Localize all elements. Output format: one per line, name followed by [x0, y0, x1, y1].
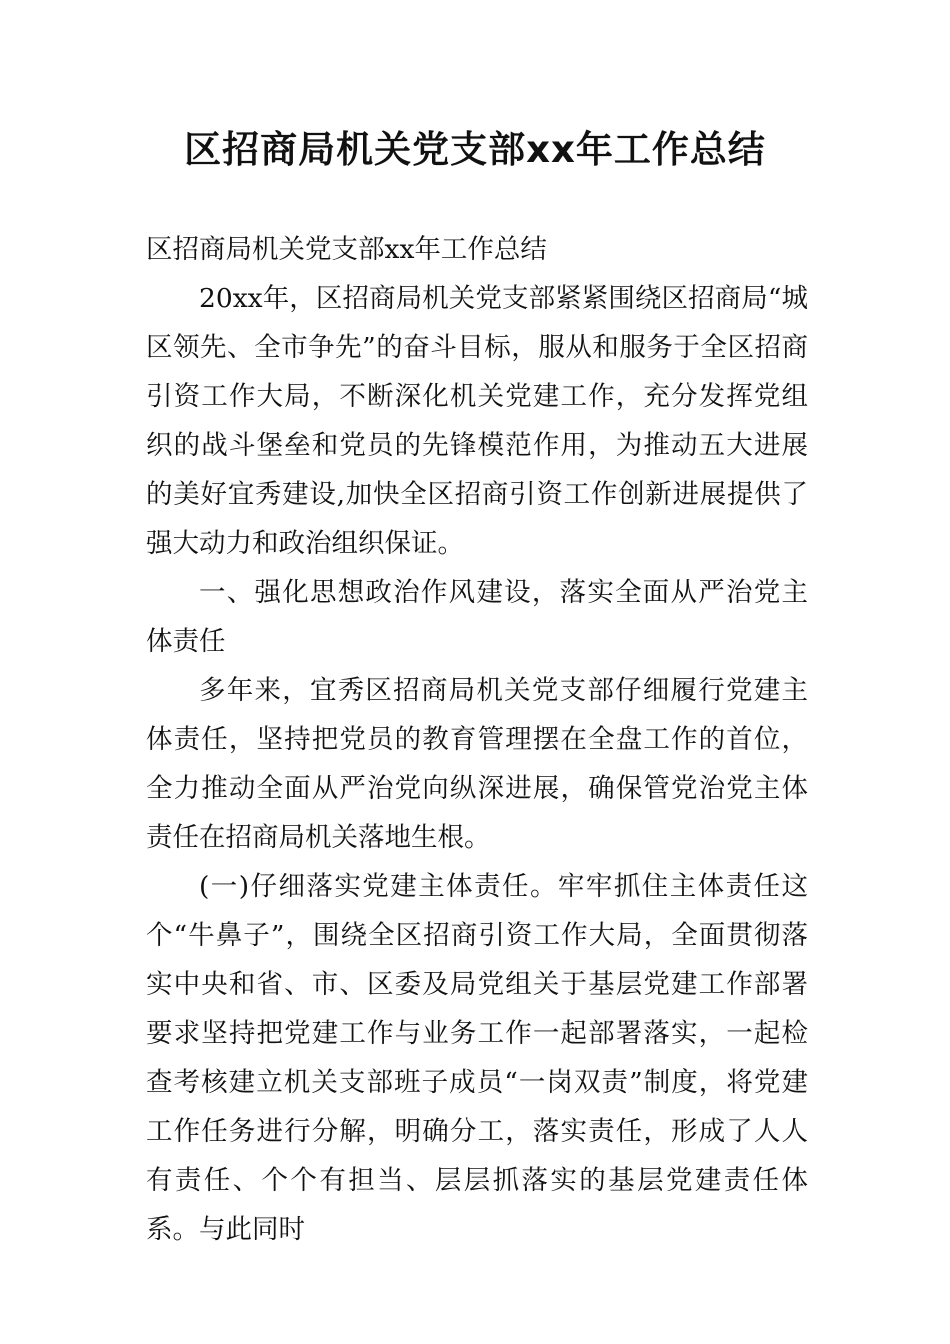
paragraph-section-1: 多年来，宜秀区招商局机关党支部仔细履行党建主体责任，坚持把党员的教育管理摆在全盘工作的首位，全力推动全面从严治党向纵深进展，确保管党治党主体责任在招商局机关落地生根。 — [146, 675, 808, 853]
document-title: 区招商局机关党支部xx年工作总结 — [184, 128, 766, 171]
paragraph-subsection-1: (一)仔细落实党建主体责任。牢牢抓住主体责任这个“牛鼻子”，围绕全区招商引资工作大局，全面贯彻落实中央和省、市、区委及局党组关于基层党建工作部署要求坚持把党建工作与业务工作一起部署落实，一起检查考核建立机关支部班子成员“一岗双责”制度，将党建工作任务进行分解，明确分工，落实责任，形成了人人有责任、个个有担当、层层抓落实的基层党建责任体系。与此同时 — [146, 871, 808, 1245]
paragraph-intro: 20xx年，区招商局机关党支部紧紧围绕区招商局“城区领先、全市争先”的奋斗目标，服从和服务于全区招商引资工作大局，不断深化机关党建工作，充分发挥党组织的战斗堡垒和党员的先锋模范作用，为推动五大进展的美好宜秀建设,加快全区招商引资工作创新进展提供了强大动力和政治组织保证。 — [146, 283, 808, 559]
section-heading-1: 一、强化思想政治作风建设，落实全面从严治党主体责任 — [146, 577, 808, 657]
document-subtitle: 区招商局机关党支部xx年工作总结 — [146, 234, 547, 265]
document-body — [146, 225, 808, 1254]
